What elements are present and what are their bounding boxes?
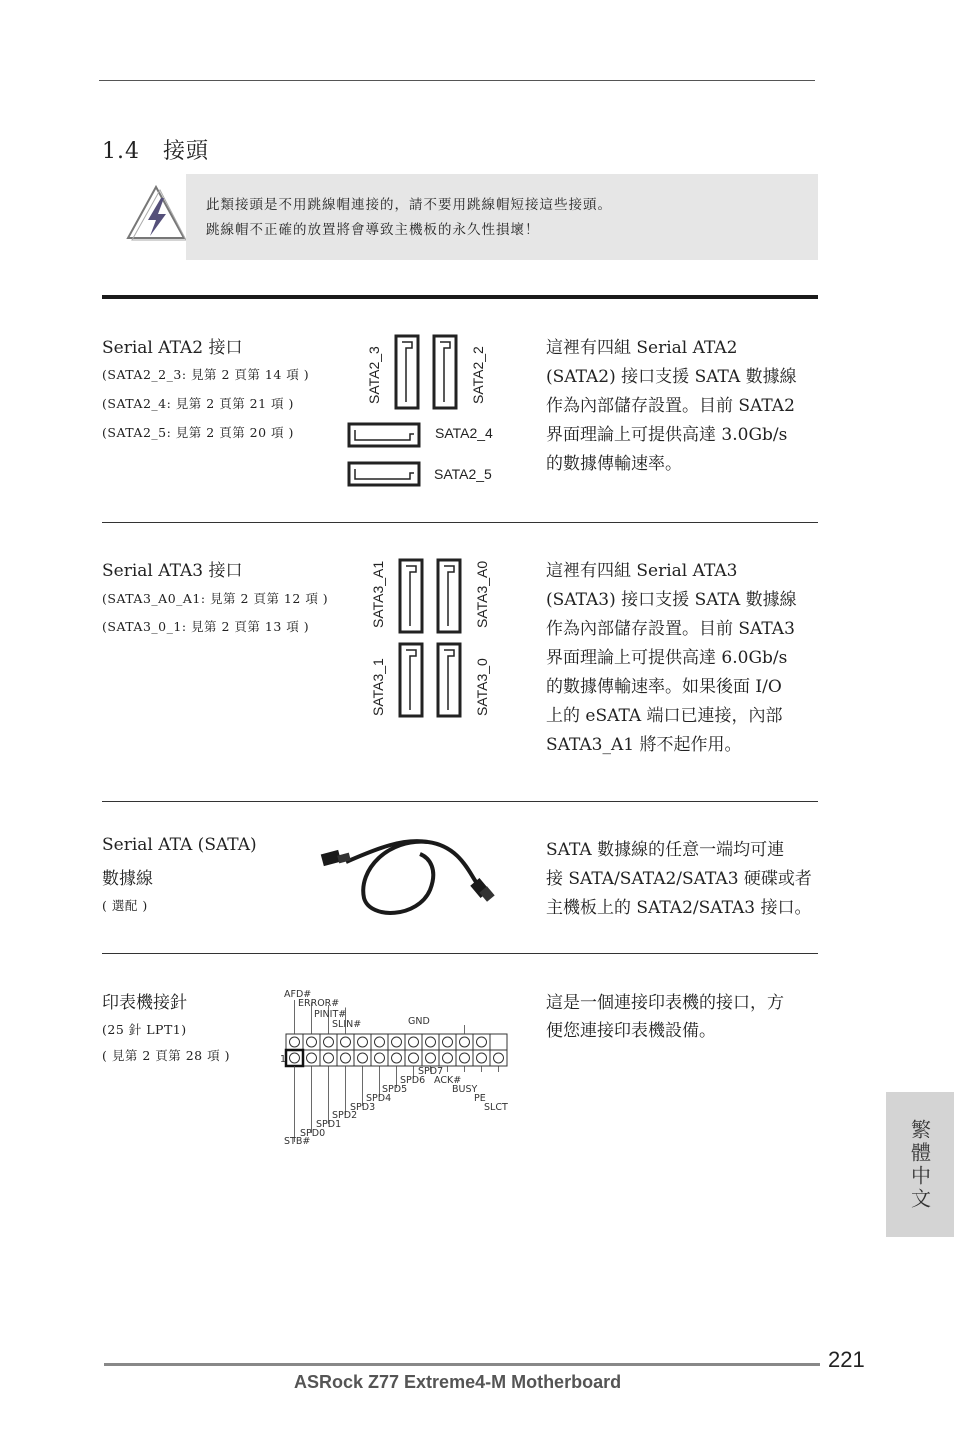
cable-desc-1: SATA 數據線的任意一端均可連 — [546, 840, 785, 860]
pin-cell — [388, 1034, 405, 1050]
sata2-4-label: SATA2_4 — [435, 425, 493, 441]
pin-ack: ACK# — [434, 1075, 462, 1086]
sata3-desc-6: 上的 eSATA 端口已連接，內部 — [546, 706, 783, 726]
pin-cell — [490, 1050, 507, 1066]
pin-cell — [456, 1034, 473, 1050]
cable-desc-3: 主機板上的 SATA2/SATA3 接口。 — [546, 898, 812, 918]
sata2-desc-2: (SATA2) 接口支援 SATA 數據線 — [546, 367, 797, 387]
sata3-label: Serial ATA3 接口 — [102, 561, 243, 581]
pin-cell — [490, 1034, 507, 1050]
pin-gnd: GND — [408, 1016, 430, 1027]
pin-cell — [286, 1034, 303, 1050]
pin-afd: AFD# — [284, 989, 312, 1000]
warning-box — [186, 174, 818, 260]
sata2-ref-1: (SATA2_2_3: 見第 2 頁第 14 項 ) — [102, 367, 310, 382]
pin-cell — [371, 1034, 388, 1050]
sata2-ref-3: (SATA2_5: 見第 2 頁第 20 項 ) — [102, 425, 294, 440]
divider-2 — [102, 801, 818, 802]
sata3-a0-label: SATA3_A0 — [474, 560, 490, 628]
pin-spd7: SPD7 — [418, 1066, 444, 1077]
sata3-desc-2: (SATA3) 接口支援 SATA 數據線 — [546, 590, 797, 610]
pin-spd3: SPD3 — [350, 1102, 376, 1113]
pin-cell — [354, 1034, 371, 1050]
pin-cell — [405, 1050, 422, 1066]
page-number: 221 — [828, 1347, 865, 1372]
pin-cell — [337, 1034, 354, 1050]
pin-cell — [371, 1050, 388, 1066]
lpt-ref-1: (25 針 LPT1) — [102, 1022, 187, 1037]
top-rule — [99, 80, 815, 81]
lpt-label: 印表機接針 — [102, 993, 187, 1013]
section-title: 1.4 接頭 — [102, 139, 209, 164]
sata2-desc-1: 這裡有四組 Serial ATA2 — [546, 338, 738, 358]
pin-cell — [439, 1050, 456, 1066]
pin-cell — [286, 1050, 303, 1066]
footer-title: ASRock Z77 Extreme4-M Motherboard — [294, 1372, 622, 1392]
lpt-desc-2: 便您連接印表機設備。 — [546, 1021, 716, 1041]
sata3-a1-label: SATA3_A1 — [370, 560, 386, 628]
cable-label-2: 數據線 — [102, 869, 153, 889]
divider-1 — [102, 522, 818, 523]
cable-label-1: Serial ATA (SATA) — [102, 835, 257, 855]
pin-cell — [473, 1050, 490, 1066]
lpt-ref-2: ( 見第 2 頁第 28 項 ) — [102, 1048, 230, 1063]
pin-spd6: SPD6 — [400, 1075, 426, 1086]
pin-cell — [473, 1034, 490, 1050]
pin-busy: BUSY — [452, 1084, 478, 1095]
pin-cell — [422, 1034, 439, 1050]
pin-1-marker: 1 — [280, 1054, 287, 1065]
pin-pe: PE — [474, 1093, 486, 1104]
pin-error: ERROR# — [298, 998, 340, 1009]
language-side-tab-label: 繁體中文 — [907, 1118, 932, 1211]
sata3-ref-2: (SATA3_0_1: 見第 2 頁第 13 項 ) — [102, 619, 310, 634]
divider-3 — [102, 953, 818, 954]
pin-cell — [422, 1050, 439, 1066]
pin-spd0: SPD0 — [300, 1128, 326, 1139]
pin-cell — [439, 1034, 456, 1050]
pin-cell — [303, 1050, 320, 1066]
pin-slin: SLIN# — [332, 1019, 362, 1030]
lpt-desc-1: 這是一個連接印表機的接口，方 — [546, 993, 784, 1013]
pin-spd5: SPD5 — [382, 1084, 408, 1095]
sata2-ref-2: (SATA2_4: 見第 2 頁第 21 項 ) — [102, 396, 294, 411]
pin-cell — [337, 1050, 354, 1066]
sata-cable-image — [318, 830, 508, 920]
sata3-desc-7: SATA3_A1 將不起作用。 — [546, 735, 742, 755]
sata3-1-label: SATA3_1 — [370, 658, 386, 716]
pin-cell — [456, 1050, 473, 1066]
pin-cell — [303, 1034, 320, 1050]
sata2-desc-4: 界面理論上可提供高達 3.0Gb/s — [546, 425, 788, 445]
pin-stb: STB# — [284, 1136, 311, 1147]
sata3-ref-1: (SATA3_A0_A1: 見第 2 頁第 12 項 ) — [102, 591, 329, 606]
sata2-5-label: SATA2_5 — [434, 466, 492, 482]
pin-cell — [320, 1050, 337, 1066]
pin-cell — [320, 1034, 337, 1050]
sata3-desc-5: 的數據傳輸速率。如果後面 I/O — [546, 677, 782, 697]
pin-pinit: PINIT# — [314, 1009, 347, 1020]
cable-desc-2: 接 SATA/SATA2/SATA3 硬碟或者 — [546, 869, 812, 889]
pin-spd4: SPD4 — [366, 1093, 392, 1104]
sata3-desc-3: 作為內部儲存設置。目前 SATA3 — [546, 619, 795, 639]
section-divider — [102, 295, 818, 299]
pin-spd1: SPD1 — [316, 1119, 342, 1130]
sata2-3-label: SATA2_3 — [366, 346, 382, 404]
sata3-connector-diagram — [360, 552, 500, 724]
pin-cell — [405, 1034, 422, 1050]
warning-line-2: 跳線帽不正確的放置將會導致主機板的永久性損壞！ — [206, 222, 540, 238]
warning-line-1: 此類接頭是不用跳線帽連接的，請不要用跳線帽短接這些接頭。 — [206, 197, 612, 213]
pin-cell — [354, 1050, 371, 1066]
sata2-connector-diagram — [340, 330, 520, 495]
pin-spd2: SPD2 — [332, 1110, 358, 1121]
sata2-desc-5: 的數據傳輸速率。 — [546, 454, 682, 474]
pin-cell — [388, 1050, 405, 1066]
footer-rule — [104, 1363, 820, 1366]
sata3-0-label: SATA3_0 — [474, 658, 490, 716]
cable-note: ( 選配 ) — [102, 898, 148, 913]
sata2-label: Serial ATA2 接口 — [102, 338, 243, 358]
sata3-desc-4: 界面理論上可提供高達 6.0Gb/s — [546, 648, 788, 668]
warning-lightning-icon — [126, 184, 188, 242]
sata2-2-label: SATA2_2 — [470, 346, 486, 404]
sata3-desc-1: 這裡有四組 Serial ATA3 — [546, 561, 738, 581]
lpt-pin-diagram — [276, 986, 516, 1148]
pin-slct: SLCT — [484, 1102, 508, 1113]
sata2-desc-3: 作為內部儲存設置。目前 SATA2 — [546, 396, 795, 416]
lpt-pin-grid — [286, 1034, 507, 1066]
